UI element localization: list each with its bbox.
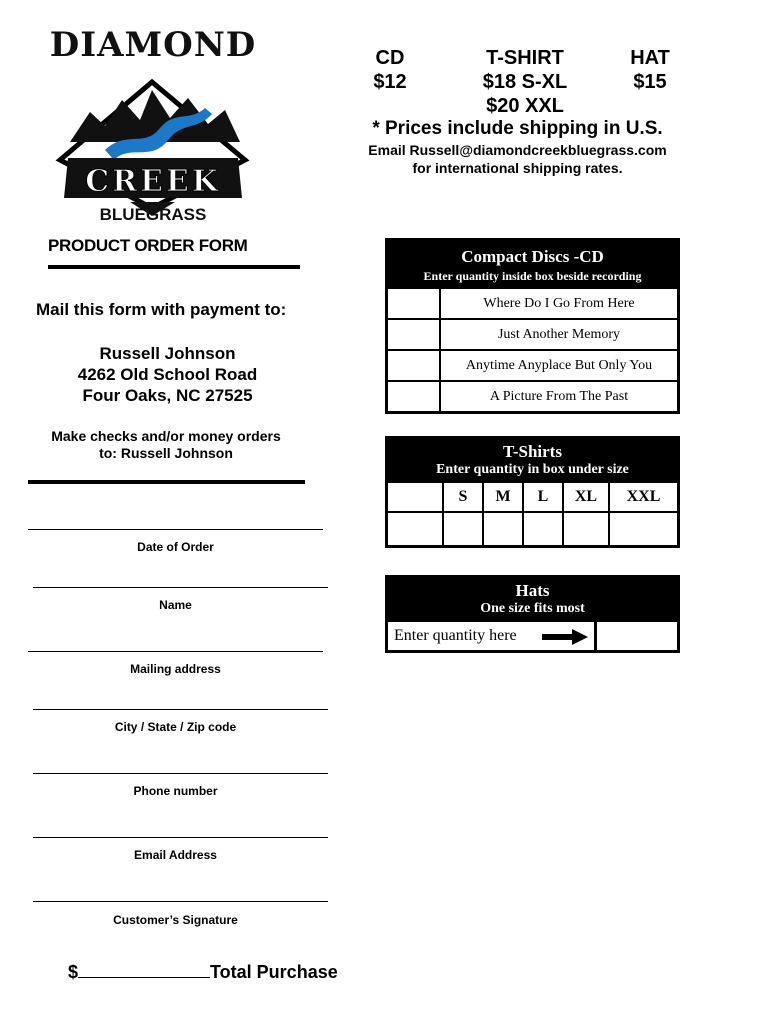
cd-qty-input-2[interactable] [388,320,441,349]
mailing-address-line[interactable] [28,651,323,652]
qty-input-xxl[interactable] [610,513,677,545]
city-state-zip-line[interactable] [33,709,328,710]
size-label: L [524,483,564,511]
cd-row [388,380,677,411]
size-label: M [484,483,524,511]
mailing-address-label: Mailing address [130,662,221,676]
total-amount-line[interactable] [78,963,210,978]
size-input-row [388,511,677,545]
cd-title: Just Another Memory [497,327,621,342]
hat-prompt-text: Enter quantity here [394,627,517,644]
hat-price-column [615,46,685,94]
email-line: Email Russell@diamondcreekbluegrass.com [368,142,667,158]
qty-input-xl[interactable] [564,513,610,545]
tshirt-box-title: T-Shirts [503,442,562,461]
cd-row [388,289,677,318]
size-spacer [388,513,444,545]
cd-qty-input-3[interactable] [388,351,441,380]
cd-price-value: $12 [373,71,407,93]
name-label: Name [159,598,192,612]
date-of-order-label: Date of Order [137,540,214,554]
address-street: 4262 Old School Road [77,365,258,384]
total-purchase [68,962,338,983]
tshirt-price-xxl: $20 XXL [486,95,564,117]
cd-price-column [360,46,420,94]
size-label: XL [564,483,610,511]
hat-quantity-row [388,622,677,650]
date-of-order-line[interactable] [28,529,323,530]
cd-box-title: Compact Discs -CD [461,247,604,266]
email-address-line[interactable] [33,837,328,838]
size-header-row [388,483,677,511]
tshirt-price-name: T-SHIRT [486,47,564,69]
info-divider [28,480,305,484]
qty-input-m[interactable] [484,513,524,545]
hat-order-box [385,575,680,653]
checks-line-2: to: Russell Johnson [99,445,233,461]
hat-price-value: $15 [633,71,667,93]
hat-qty-input[interactable] [597,622,677,650]
email-line-2: for international shipping rates. [412,160,623,176]
hat-box-title: Hats [515,581,550,600]
cd-box-subtitle: Enter quantity inside box beside recording [423,269,642,283]
city-state-zip-label: City / State / Zip code [114,720,237,734]
phone-number-label: Phone number [133,784,218,798]
tshirt-box-subtitle: Enter quantity in box under size [436,462,629,477]
signature-label: Customer’s Signature [113,913,238,927]
logo-wordmark-middle: CREEK [85,164,221,199]
diamond-creek-logo [30,30,275,222]
cd-qty-input-4[interactable] [388,382,441,411]
email-address-label: Email Address [134,848,217,862]
tshirt-price-column [470,46,580,118]
address-name: Russell Johnson [99,344,236,363]
cd-title: Anytime Anyplace But Only You [465,358,653,373]
name-line[interactable] [33,587,328,588]
size-label: S [444,483,484,511]
mailing-address-block [40,343,295,406]
cd-title: A Picture From The Past [489,389,629,404]
logo-wordmark-top: DIAMOND [49,30,257,65]
hat-box-header [388,578,677,622]
cd-title: Where Do I Go From Here [483,296,635,311]
cd-price-name: CD [375,47,405,69]
mail-to-heading: Mail this form with payment to: [36,300,287,319]
signature-line[interactable] [33,901,328,902]
qty-input-l[interactable] [524,513,564,545]
size-label: XXL [626,488,661,505]
tshirt-box-header [388,439,677,483]
title-divider [48,265,300,269]
arrow-right-icon [542,629,588,645]
hat-price-name: HAT [630,47,670,69]
hat-box-subtitle: One size fits most [480,601,585,616]
cd-qty-input-1[interactable] [388,289,441,318]
size-spacer [388,483,444,511]
total-dollar-sign: $ [68,962,79,982]
cd-row [388,349,677,380]
cd-order-box [385,238,680,414]
payment-instructions [30,428,302,462]
logo-wordmark-bottom: BLUEGRASS [99,205,207,222]
cd-box-header [388,241,677,289]
form-title: PRODUCT ORDER FORM [48,236,248,255]
total-label: Total Purchase [210,962,338,982]
phone-number-line[interactable] [33,773,328,774]
shipping-note: * Prices include shipping in U.S. [372,118,663,139]
qty-input-s[interactable] [444,513,484,545]
international-shipping-note [340,141,695,177]
tshirt-price-standard: $18 S-XL [482,71,568,93]
hat-quantity-prompt [388,622,597,650]
checks-line-1: Make checks and/or money orders [51,428,281,444]
tshirt-order-box [385,436,680,548]
cd-row [388,318,677,349]
address-city: Four Oaks, NC 27525 [82,386,253,405]
